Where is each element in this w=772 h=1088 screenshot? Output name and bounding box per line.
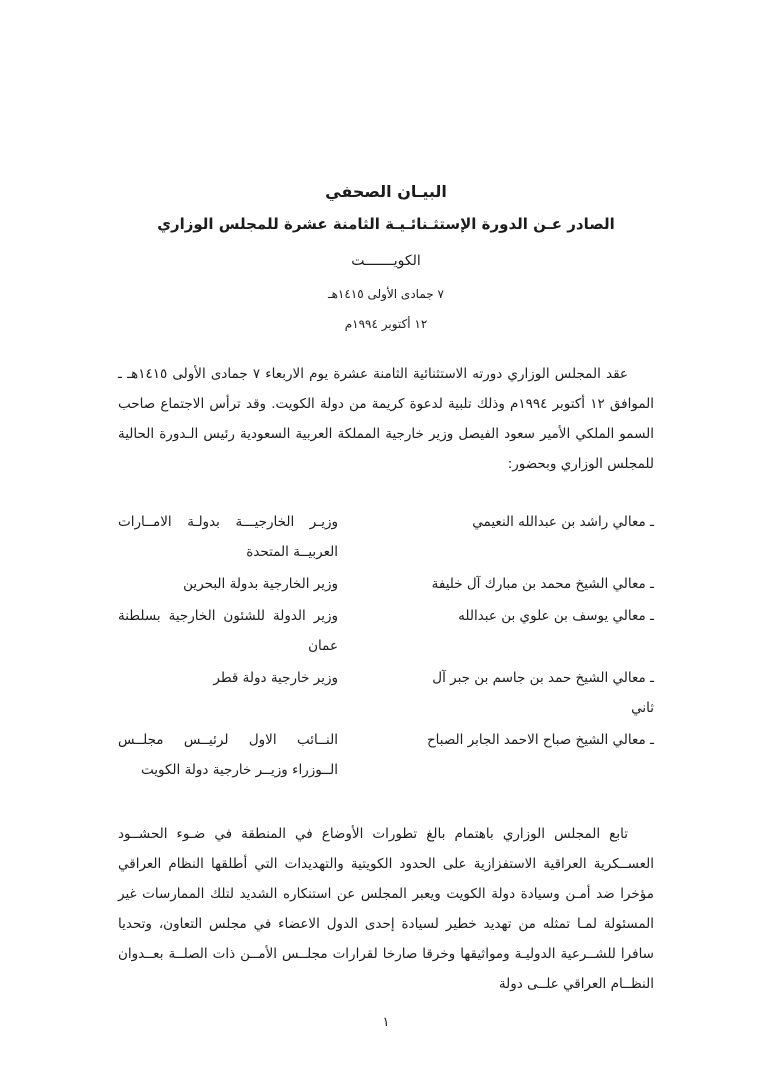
attendee-name: ـ معالي الشيخ صباح الاحمد الجابر الصباح [426, 732, 654, 748]
attendee-name: ـ معالي الشيخ حمد بن جاسم بن جبر آل ثاني [432, 670, 654, 716]
attendee-row [118, 601, 654, 661]
attendee-row [118, 725, 654, 785]
attendee-name: ـ معالي يوسف بن علوي بن عبدالله [458, 608, 654, 624]
location-line: الكويـــــــت [351, 253, 421, 269]
document-content [118, 182, 654, 999]
attendee-title: وزير الدولة للشئون الخارجية بسلطنة عمان [118, 608, 338, 654]
intro-paragraph: عقد المجلس الوزاري دورته الاستثنائية الثامنة عشرة يوم الاربعاء ٧ جمادى الأولى ١٤١٥هـ ـ الموافق ١٢ أكتوبر ١٩٩٤م وذلك تلبية لدعوة كريمة من دولة الكويت. وقد ترأس الاجتماع صاحب السمو الملكي الأمير سعود الفيصل وزير خارجية المملكة العربية السعودية رئيس الـدورة الحالية للمجلس الوزاري وبحضور: [118, 366, 654, 472]
page-number: ١ [382, 1015, 390, 1030]
body-paragraph: تابع المجلس الوزاري باهتمام بالغ تطورات الأوضاع في المنطقة في ضـوء الحشــود العســكرية العراقية الاستفزازية على الحدود الكويتية والتهديدات التي أطلقها النظام العراقي مؤخرا ضد أمـن وسيادة دولة الكويت ويعبر المجلس عن استنكاره الشديد لتلك الممارسات غير المسئولة لمـا تمثله من تهديد خطير لسيادة إحدى الدول الاعضاء في مجلس التعاون، وتحديا سافرا للشــرعية الدوليـة ومواثيقها وخرقا صارخا لقرارات مجلــس الأمــن ذات الصلــة بعــدوان النظــام العراقي علــى دولة [118, 826, 654, 992]
attendee-row [118, 569, 654, 599]
attendee-title: وزيـر الخارجيـــة بدولـة الامــارات العربيــة المتحدة [118, 514, 338, 560]
attendee-title: وزير خارجية دولة قطر [213, 670, 338, 686]
document-title: البيـان الصحفي [325, 182, 447, 201]
attendee-title: النــائب الاول لرئيــس مجلــس الــوزراء وزيــر خارجية دولة الكويت [118, 732, 338, 778]
attendees-list [118, 507, 654, 785]
date-hijri: ٧ جمادى الأولى ١٤١٥هـ [328, 287, 444, 301]
attendee-title: وزير الخارجية بدولة البحرين [183, 576, 338, 592]
document-subtitle: الصادر عـن الدورة الإستثـنائـيـة الثامنة عشرة للمجلس الوزاري [157, 215, 615, 233]
attendee-row [118, 663, 654, 723]
date-gregorian: ١٢ أكتوبر ١٩٩٤م [344, 317, 428, 331]
attendee-name: ـ معالي راشد بن عبدالله النعيمي [472, 514, 654, 530]
attendee-row [118, 507, 654, 567]
attendee-name: ـ معالي الشيخ محمد بن مبارك آل خليفة [431, 576, 654, 592]
